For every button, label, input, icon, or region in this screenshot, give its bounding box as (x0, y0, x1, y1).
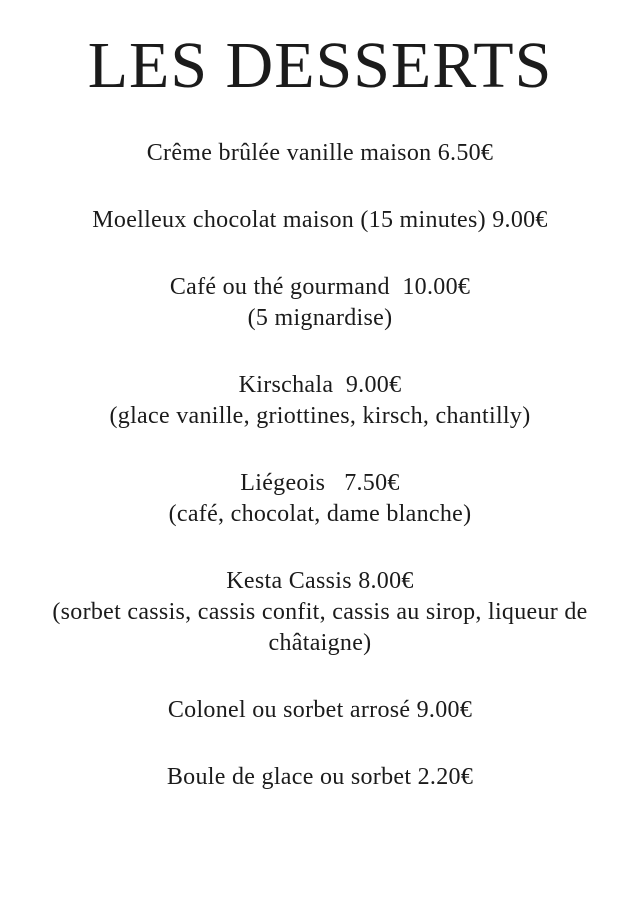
menu-item-title: Liégeois 7.50€ (240, 469, 400, 496)
menu-item-description: (glace vanille, griottines, kirsch, chantilly) (109, 402, 531, 429)
menu-items (20, 138, 620, 793)
menu-item (20, 468, 620, 530)
menu-item (20, 205, 620, 236)
menu-item-description: (5 mignardise) (247, 304, 393, 331)
menu-item-title: Kesta Cassis 8.00€ (226, 567, 414, 594)
menu-item (20, 370, 620, 432)
menu-item (20, 695, 620, 726)
menu-item (20, 138, 620, 169)
menu-item (20, 762, 620, 793)
menu-item-title: Café ou thé gourmand 10.00€ (169, 273, 471, 300)
menu-item-title: Boule de glace ou sorbet 2.20€ (166, 763, 474, 790)
menu-item (20, 272, 620, 334)
menu-item-description: (sorbet cassis, cassis confit, cassis au sirop, liqueur de châtaigne) (52, 598, 594, 656)
menu-item-title: Crême brûlée vanille maison 6.50€ (146, 139, 494, 166)
menu-item (20, 566, 620, 659)
page-title: LES DESSERTS (87, 29, 553, 102)
menu-item-title: Kirschala 9.00€ (238, 371, 402, 398)
menu-item-title: Moelleux chocolat maison (15 minutes) 9.00€ (92, 206, 548, 233)
menu-item-title: Colonel ou sorbet arrosé 9.00€ (167, 696, 473, 723)
menu-item-description: (café, chocolat, dame blanche) (168, 500, 472, 527)
